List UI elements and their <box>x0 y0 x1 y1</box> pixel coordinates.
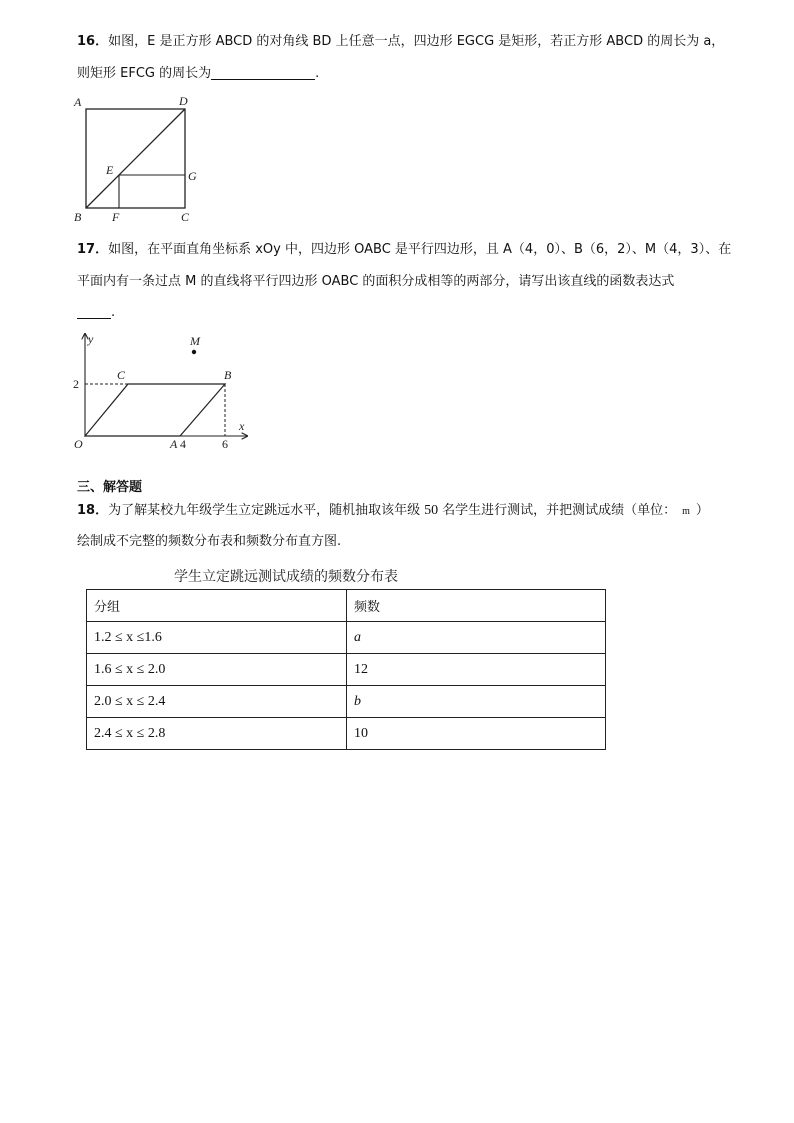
diagonal-bd <box>86 109 185 208</box>
parallelogram-oabc <box>85 384 225 436</box>
q16-text-1: 如图，E 是正方形 ABCD 的对角线 BD 上任意一点，四边形 EGCG 是矩形，若正方形 ABCD 的周长为 a， <box>108 34 725 49</box>
table-title: 学生立定跳远测试成绩的频数分布表 <box>174 569 398 585</box>
q16-line1 <box>77 33 724 51</box>
table-row <box>87 718 606 750</box>
point-m <box>192 350 196 354</box>
label-c: C <box>181 210 190 224</box>
header-frequency: 频数 <box>347 590 606 622</box>
label-g: G <box>188 169 197 183</box>
q17-period: . <box>111 305 116 320</box>
q16-period: . <box>315 66 320 81</box>
table-header-row <box>87 590 606 622</box>
label-o: O <box>74 437 83 451</box>
cell-frequency: b <box>347 686 606 718</box>
tick-4: 4 <box>180 437 186 451</box>
q18-text-2: 绘制成不完整的频数分布表和频数分布直方图. <box>77 534 342 549</box>
q16-text-2: 则矩形 EFCG 的周长为 <box>77 66 212 81</box>
q18-text-1b: 名学生进行测试，并把测试成绩（单位： <box>442 503 677 518</box>
label-x: x <box>239 419 245 433</box>
q17-line2 <box>77 273 674 291</box>
cell-frequency: a <box>347 622 606 654</box>
q17-coordinate-figure <box>70 330 255 455</box>
q17-number: 17． <box>77 242 109 257</box>
label-c2: C <box>117 368 126 382</box>
section-title: 三、解答题 <box>77 480 143 495</box>
cell-group: 2.4 ≤ x ≤ 2.8 <box>87 718 347 750</box>
label-d: D <box>179 94 188 108</box>
q18-unit: m <box>682 506 690 517</box>
q18-number: 18． <box>77 503 109 518</box>
label-y: y <box>88 332 94 346</box>
table-row <box>87 654 606 686</box>
q17-text-1: 如图，在平面直角坐标系 xOy 中，四边形 OABC 是平行四边形，且 A（4，0）、B（6，2）、M（4，3）、在 <box>108 242 732 257</box>
table-row <box>87 686 606 718</box>
q17-line1 <box>77 241 731 259</box>
q17-line3 <box>77 304 115 322</box>
q17-answer-blank[interactable] <box>77 304 111 319</box>
q18-line2 <box>77 533 341 551</box>
q16-line2 <box>77 65 319 83</box>
q18-sample-size: 50 <box>424 503 439 518</box>
q18-text-1c: ） <box>695 503 709 518</box>
cell-frequency: 12 <box>347 654 606 686</box>
header-group: 分组 <box>87 590 347 622</box>
label-m: M <box>190 334 200 348</box>
cell-frequency: 10 <box>347 718 606 750</box>
label-e: E <box>106 163 114 177</box>
q16-square-figure <box>70 90 210 225</box>
frequency-table <box>86 589 606 750</box>
q18-line1 <box>77 502 709 521</box>
cell-group: 1.2 ≤ x ≤1.6 <box>87 622 347 654</box>
tick-2: 2 <box>73 377 79 391</box>
tick-6: 6 <box>222 437 228 451</box>
label-a2: A <box>170 437 178 451</box>
label-b2: B <box>224 368 232 382</box>
cell-group: 1.6 ≤ x ≤ 2.0 <box>87 654 347 686</box>
q16-number: 16． <box>77 34 109 49</box>
q16-answer-blank[interactable] <box>211 65 315 80</box>
label-f: F <box>112 210 120 224</box>
q17-text-2: 平面内有一条过点 M 的直线将平行四边形 OABC 的面积分成相等的两部分，请写出该直线的函数表达式 <box>77 274 675 289</box>
table-row <box>87 622 606 654</box>
label-a: A <box>74 95 82 109</box>
label-b: B <box>74 210 82 224</box>
q18-text-1a: 为了解某校九年级学生立定跳远水平，随机抽取该年级 <box>108 503 421 518</box>
cell-group: 2.0 ≤ x ≤ 2.4 <box>87 686 347 718</box>
